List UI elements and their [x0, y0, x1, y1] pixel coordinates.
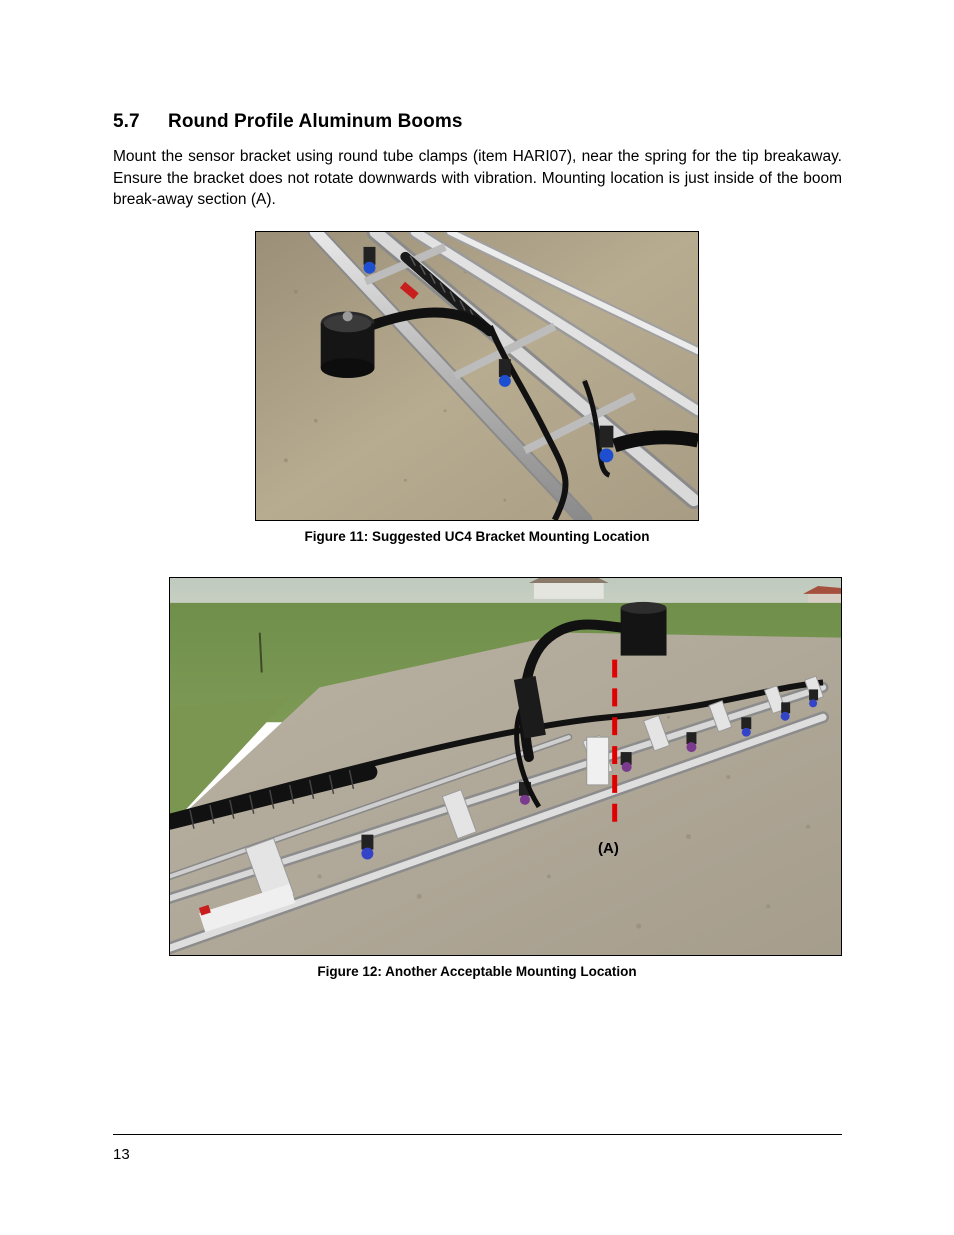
footer-rule: [113, 1134, 842, 1135]
figure-11-photo: [255, 231, 699, 521]
figure-12-illustration: [170, 578, 841, 955]
body-paragraph: Mount the sensor bracket using round tube clamps (item HARI07), near the spring for the tip breakaway. Ensure the bracket does not rotate downwards with vibration. Mounting location is just inside of the boom break-away section (A).: [113, 148, 842, 208]
section-heading: [113, 111, 462, 133]
figure-12-caption: Figure 12: Another Acceptable Mounting Location: [317, 964, 637, 979]
figure-12-photo: [169, 577, 842, 956]
callout-label-a: (A): [598, 840, 619, 857]
section-title: Round Profile Aluminum Booms: [168, 111, 463, 132]
figure-11-caption: Figure 11: Suggested UC4 Bracket Mounting Location: [304, 529, 650, 544]
page-number: 13: [113, 1146, 130, 1163]
section-number: 5.7: [113, 111, 140, 132]
figure-11-illustration: [256, 232, 698, 520]
